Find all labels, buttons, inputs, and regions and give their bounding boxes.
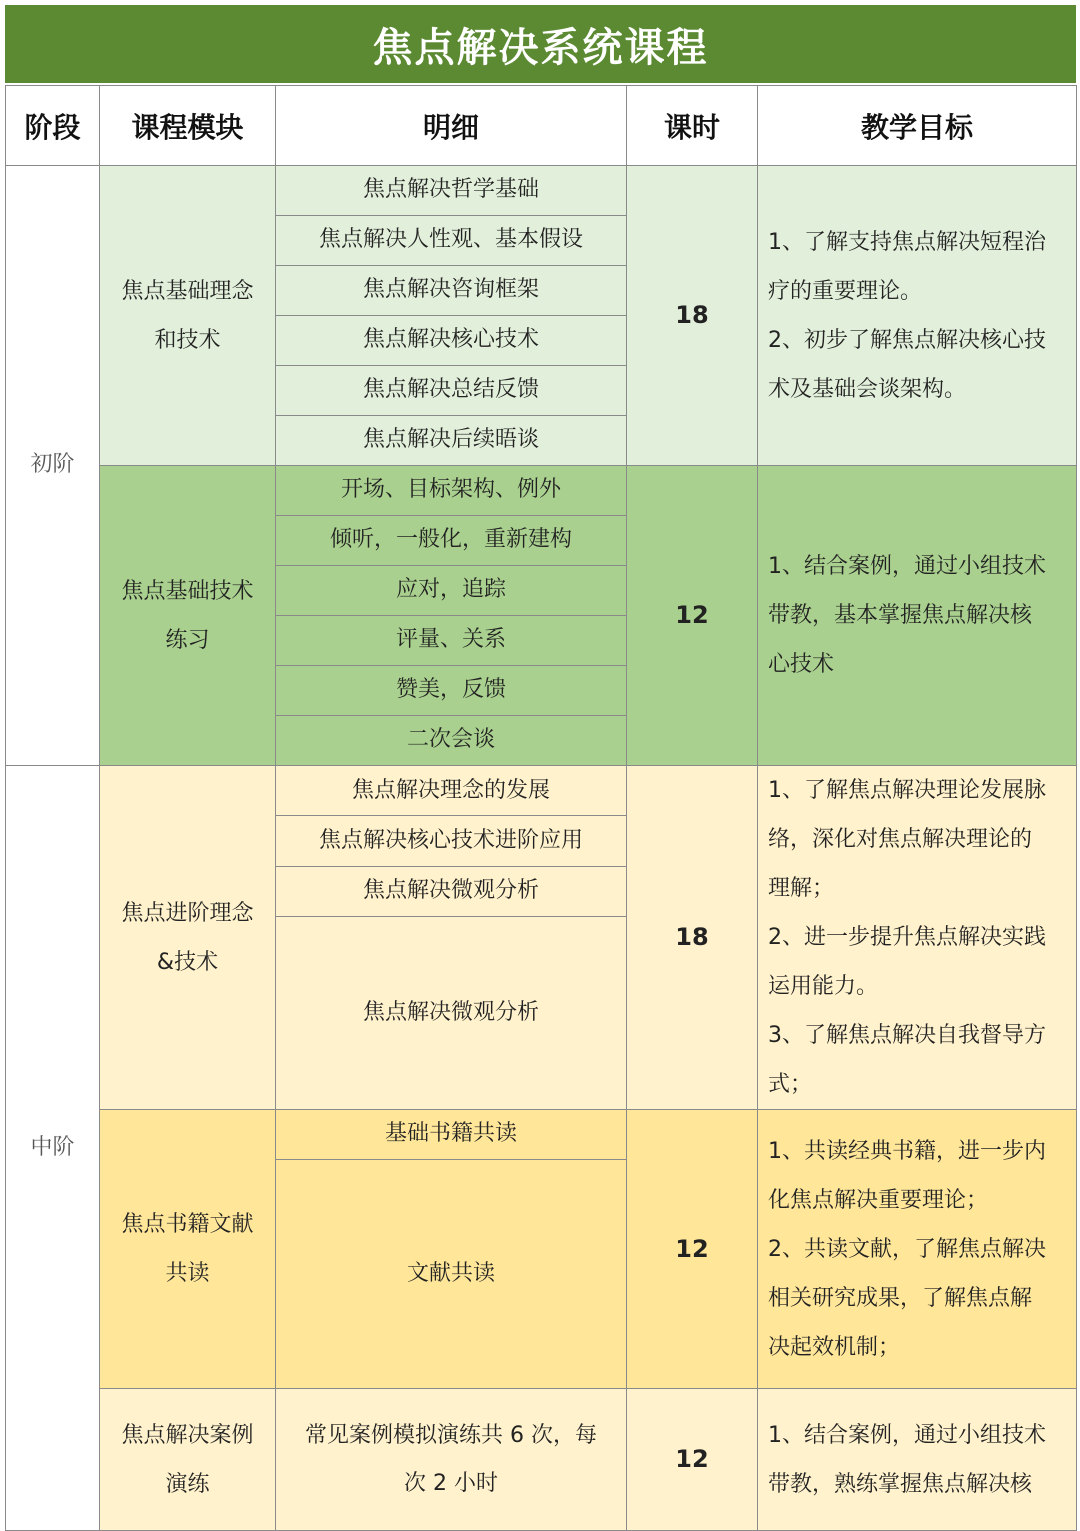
hours-cell: 12: [627, 466, 758, 766]
detail-cell: 焦点解决人性观、基本假设: [276, 216, 627, 266]
table-row: [6, 166, 1077, 216]
table-row: [6, 466, 1077, 516]
hours-cell: 12: [627, 1110, 758, 1389]
goal-text: 1、共读经典书籍，进一步内 化焦点解决重要理论； 2、共读文献，了解焦点解决 相关研究成果，了解焦点解 决起效机制；: [768, 1138, 1046, 1360]
table-header-row: [6, 86, 1077, 166]
detail-cell: 评量、关系: [276, 616, 627, 666]
goal-text: 1、了解支持焦点解决短程治 疗的重要理论。 2、初步了解焦点解决核心技 术及基础会谈架构。: [768, 229, 1046, 402]
goal-cell: [758, 766, 1077, 1110]
table-row: [6, 766, 1077, 816]
detail-cell: 焦点解决总结反馈: [276, 366, 627, 416]
detail-text: 常见案例模拟演练共 6 次，每 次 2 小时: [305, 1422, 597, 1496]
header-goal: 教学目标: [758, 86, 1077, 166]
goal-text: 1、了解焦点解决理论发展脉 络，深化对焦点解决理论的 理解； 2、进一步提升焦点解决实践 运用能力。 3、了解焦点解决自我督导方 式；: [768, 778, 1046, 1097]
detail-cell: 焦点解决哲学基础: [276, 166, 627, 216]
header-detail: 明细: [276, 86, 627, 166]
goal-cell: [758, 1110, 1077, 1389]
module-name: 焦点书籍文献 共读: [121, 1212, 254, 1286]
module-name: 焦点基础技术 练习: [121, 578, 254, 653]
module-name: 焦点解决案例 演练: [121, 1422, 254, 1497]
goal-text: 1、结合案例，通过小组技术 带教，熟练掌握焦点解决核: [768, 1422, 1046, 1497]
module-cell: [100, 1389, 276, 1531]
detail-cell: 文献共读: [276, 1160, 627, 1389]
detail-cell: 焦点解决理念的发展: [276, 766, 627, 816]
goal-cell: [758, 1389, 1077, 1531]
header-stage: 阶段: [6, 86, 100, 166]
detail-cell: [276, 1389, 627, 1531]
page-title: 焦点解决系统课程: [5, 5, 1076, 83]
hours-cell: 18: [627, 766, 758, 1110]
hours-cell: 18: [627, 166, 758, 466]
goal-text: 1、结合案例，通过小组技术 带教，基本掌握焦点解决核 心技术: [768, 554, 1046, 677]
header-hours: 课时: [627, 86, 758, 166]
table-row: [6, 1389, 1077, 1531]
module-cell: [100, 166, 276, 466]
detail-cell: 开场、目标架构、例外: [276, 466, 627, 516]
module-name: 焦点进阶理念 &技术: [121, 900, 254, 975]
detail-cell: 应对，追踪: [276, 566, 627, 616]
detail-cell: 倾听，一般化，重新建构: [276, 516, 627, 566]
goal-cell: [758, 466, 1077, 766]
header-module: 课程模块: [100, 86, 276, 166]
detail-cell: 焦点解决微观分析: [276, 866, 627, 916]
detail-cell: 赞美，反馈: [276, 666, 627, 716]
goal-cell: [758, 166, 1077, 466]
detail-cell: 焦点解决核心技术进阶应用: [276, 816, 627, 866]
module-cell: [100, 1110, 276, 1389]
module-name: 焦点基础理念 和技术: [121, 278, 254, 353]
detail-cell: 焦点解决咨询框架: [276, 266, 627, 316]
module-cell: [100, 766, 276, 1110]
course-table: [5, 85, 1077, 1531]
detail-cell: 焦点解决微观分析: [276, 917, 627, 1110]
detail-cell: 焦点解决核心技术: [276, 316, 627, 366]
detail-cell: 基础书籍共读: [276, 1110, 627, 1160]
table-row: [6, 1110, 1077, 1160]
hours-cell: 12: [627, 1389, 758, 1531]
stage-cell: 中阶: [6, 766, 100, 1531]
module-cell: [100, 466, 276, 766]
detail-cell: 二次会谈: [276, 716, 627, 766]
detail-cell: 焦点解决后续晤谈: [276, 416, 627, 466]
stage-cell: 初阶: [6, 166, 100, 766]
course-table-page: [5, 5, 1076, 1525]
